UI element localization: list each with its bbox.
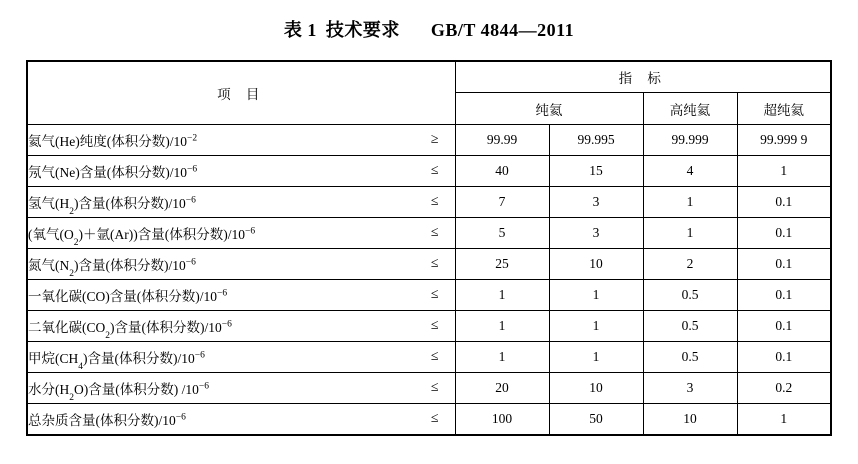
row-label [27,311,455,342]
table-row [27,125,831,156]
header-col-pure-helium: 纯氦 [455,93,643,125]
cell-value: 0.1 [737,280,831,311]
cell-value: 0.1 [737,311,831,342]
table-row [27,373,831,404]
cell-value: 1 [455,280,549,311]
cell-value: 0.5 [643,280,737,311]
header-item: 项 目 [27,61,455,125]
header-row-top [27,61,831,93]
cell-value: 1 [455,311,549,342]
cell-value: 1 [455,342,549,373]
row-label-text: 甲烷(CH4)含量(体积分数)$/10^{-6}$ [28,350,205,372]
table-title [0,0,858,42]
cell-value: 10 [549,249,643,280]
cell-value: 5 [455,218,549,249]
row-label [27,249,455,280]
table-row [27,404,831,436]
table-row [27,187,831,218]
cell-value: 1 [643,187,737,218]
table-row [27,156,831,187]
cell-value: 99.999 9 [737,125,831,156]
row-label [27,156,455,187]
cell-value: 0.1 [737,249,831,280]
table-row [27,249,831,280]
table-name: 技术要求 [325,20,400,40]
row-label [27,404,455,436]
cell-value: 1 [549,342,643,373]
standard-code: GB/T 4844—2011 [430,20,575,40]
cell-value: 10 [643,404,737,436]
cell-value: 0.1 [737,342,831,373]
row-operator: ≤ [430,380,439,395]
cell-value: 7 [455,187,549,218]
cell-value: 50 [549,404,643,436]
cell-value: 3 [643,373,737,404]
row-label-text: 氮气(N2)含量(体积分数)$/10^{-6}$ [28,257,196,279]
row-operator: ≤ [430,256,439,271]
header-index: 指 标 [455,61,831,93]
row-label [27,373,455,404]
row-operator: ≤ [430,163,439,178]
row-label [27,187,455,218]
cell-value: 1 [737,404,831,436]
table-row [27,280,831,311]
cell-value: 20 [455,373,549,404]
row-label-text: 氦气(He)纯度(体积分数)$/10^{-2}$ [28,133,198,149]
row-operator: ≤ [430,411,439,426]
row-label-text: 总杂质含量(体积分数)$/10^{-6}$ [28,412,186,428]
row-operator: ≤ [430,225,439,240]
row-label-text: (氧气(O2)＋氩(Ar))含量(体积分数)$/10^{-6}$ [28,226,256,248]
row-label-text: 二氧化碳(CO2)含量(体积分数)$/10^{-6}$ [28,319,232,341]
cell-value: 99.99 [455,125,549,156]
row-label [27,280,455,311]
row-label-text: 一氧化碳(CO)含量(体积分数)$/10^{-6}$ [28,288,228,304]
cell-value: 0.1 [737,218,831,249]
cell-value: 4 [643,156,737,187]
cell-value: 99.995 [549,125,643,156]
row-label-text: 氖气(Ne)含量(体积分数)$/10^{-6}$ [28,164,198,180]
cell-value: 100 [455,404,549,436]
row-label-text: 水分(H2O)含量(体积分数) $/10^{-6}$ [28,381,209,403]
specification-table [26,60,832,436]
cell-value: 2 [643,249,737,280]
cell-value: 1 [549,311,643,342]
row-operator: ≥ [430,132,439,147]
table-row [27,218,831,249]
cell-value: 3 [549,218,643,249]
cell-value: 1 [737,156,831,187]
row-operator: ≤ [430,194,439,209]
row-operator: ≤ [430,349,439,364]
cell-value: 0.5 [643,311,737,342]
table-body [27,125,831,436]
row-label-text: 氢气(H2)含量(体积分数)$/10^{-6}$ [28,195,196,217]
cell-value: 1 [549,280,643,311]
table-head [27,61,831,125]
cell-value: 99.999 [643,125,737,156]
cell-value: 0.5 [643,342,737,373]
row-operator: ≤ [430,287,439,302]
cell-value: 15 [549,156,643,187]
table-number: 表 1 [283,20,317,40]
cell-value: 1 [643,218,737,249]
cell-value: 40 [455,156,549,187]
header-col-ultra-pure-helium: 超纯氦 [737,93,831,125]
row-label [27,218,455,249]
cell-value: 25 [455,249,549,280]
cell-value: 10 [549,373,643,404]
row-label [27,342,455,373]
cell-value: 0.1 [737,187,831,218]
table-row [27,342,831,373]
row-label [27,125,455,156]
cell-value: 3 [549,187,643,218]
header-col-high-pure-helium: 高纯氦 [643,93,737,125]
table-row [27,311,831,342]
row-operator: ≤ [430,318,439,333]
cell-value: 0.2 [737,373,831,404]
